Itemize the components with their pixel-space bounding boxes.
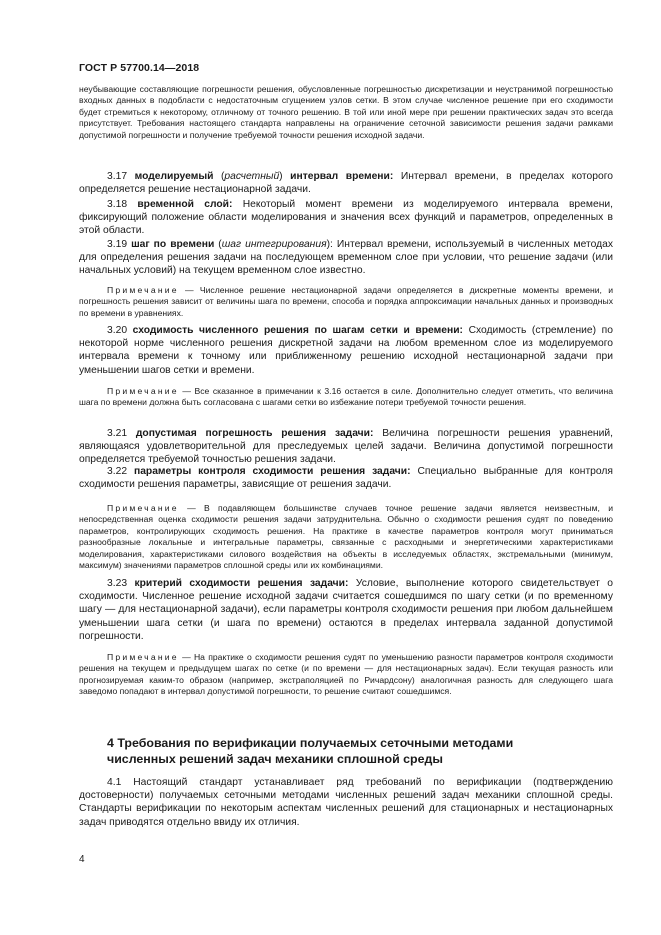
section-title-line: численных решений задач механики сплошной среды [107, 752, 443, 766]
term-number: 3.20 [107, 325, 128, 336]
note-text: На практике о сходимости решения судят по уменьшению разности параметров контроля сходимости решения на текущем и предыдущем шагах по сетке (и по времени — для нестационарных задач). Если текущая разность или прогнозируемая каким-то образом (например, экстраполяцией по Ричардсону) аналогичная разность для следующего шага заведомо попадают в интервал допустимой погрешности, то решение считают сошедшимся. [79, 652, 614, 697]
term-3-17: 3.17 моделируемый (расчетный) интервал времени: Интервал времени, в пределах которого определяется решение нестационарной задачи. [79, 171, 613, 196]
note-3-19: Примечание — Численное решение нестационарной задачи определяется в дискретные моменты времени, и погрешность решения зависит от величины шага по времени, способа и порядка аппроксимации начальных данных и производных по времени в уравнениях. [79, 285, 613, 318]
term-name: шаг по времени [131, 239, 215, 250]
term-synonym: шаг интегрирования [221, 239, 327, 250]
intro-paragraph: неубывающие составляющие погрешности решения, обусловленные погрешностью дискретизации и неустранимой погрешностью входных данных в подобласти с недостаточным сгущением узлов сетки. В этом случае численное решение при его сходимости будет стремиться к некоторому, отличному от точного решению. В той или иной мере при решении практических задач это всегда присутствует. Требования настоящего стандарта направлены на ограничение сеточной зависимости решения задачи рамками допустимой погрешности и получение требуемой точности решения исходной задачи. [79, 84, 613, 140]
note-text: Численное решение нестационарной задачи определяется в дискретные моменты времени, и погрешность решения зависит от величины шага по времени, способа и порядка аппроксимации начальных данных и производных по времени в уравнениях. [79, 285, 613, 318]
note-text: В подавляющем большинстве случаев точное решение задачи является неизвестным, и непосредственная оценка сходимости решения задачи затруднительна. Обычно о сходимости решения судят по поведению параметров, контролирующих сходимость решения. На практике в качестве параметров контроля могут приниматься разнообразные локальные и интегральные параметры, связанные с расходными и энергетическими характеристиками моделирования, характеристиками силового воздействия на объекты в исследуемых областях, экстремальными (минимум, максимум) значениями параметров сплошной среды или их комбинациями. [79, 503, 614, 571]
section-4-heading [79, 735, 613, 767]
note-label: Примечание [107, 652, 179, 662]
term-name: критерий сходимости решения задачи: [134, 578, 349, 589]
term-3-23 [79, 577, 613, 643]
term-name: параметры контроля сходимости решения задачи: [133, 466, 411, 477]
paragraph-text: 4.1 Настоящий стандарт устанавливает ряд требований по верификации (подтверждению достоверности) получаемых сеточными методами численных решений задач механики сплошной среды. Стандарты верификации по некоторым аспектам численных решений для стационарных и нестационарных задач приводятся отдельно ввиду их отличия. [79, 777, 613, 828]
term-number: 3.19 [107, 239, 128, 250]
note-3-22: Примечание — В подавляющем большинстве случаев точное решение задачи является неизвестным, и непосредственная оценка сходимости решения задачи затруднительна. Обычно о сходимости решения судят по поведению параметров, контролирующих сходимость решения. На практике в качестве параметров контроля могут приниматься разнообразные локальные и интегральные параметры, связанные с расходными и энергетическими характеристиками моделирования, характеристиками силового воздействия на объекты в исследуемых областях, экстремальными (минимум, максимум) значениями параметров сплошной среды или их комбинациями. [79, 503, 614, 571]
term-3-22 [79, 467, 613, 491]
note-label: Примечание [107, 285, 179, 295]
term-name: моделируемый [134, 171, 214, 182]
document-header: ГОСТ Р 57700.14—2018 [79, 62, 200, 74]
term-number: 3.18 [107, 199, 128, 210]
term-definition: Условие, выполнение которого свидетельствует о сходимости. Численное решение исходной задачи считается сошедшимся по шагу сетки (и по временному шагу — для нестационарной задачи), если параметры контроля сходимости решения при любом дальнейшем уменьшении шага сетки (и шага по времени) остаются в пределах интервала заданной допустимой погрешности. [79, 578, 613, 642]
term-3-18 [79, 198, 613, 238]
term-number: 3.17 [107, 171, 128, 182]
note-label: Примечание [107, 386, 179, 396]
term-definition: Специально выбранные для контроля сходимости решения параметры, зависящие от решения задачи. [79, 466, 613, 491]
term-name: временной слой: [137, 199, 233, 210]
note-label: Примечание [107, 503, 179, 513]
term-3-21 [79, 427, 613, 467]
term-number: 3.23 [107, 578, 128, 589]
term-synonym: расчетный [224, 171, 280, 182]
note-3-23: Примечание — На практике о сходимости решения судят по уменьшению разности параметров контроля сходимости решения на текущем и предыдущем шагах по сетке (и по времени — для нестационарных задач). Если текущая разность или прогнозируемая каким-то образом (например, экстраполяцией по Ричардсону) аналогичная разность для следующего шага заведомо попадают в интервал допустимой погрешности, то решение считают сошедшимся. [79, 652, 614, 697]
term-3-20 [79, 324, 613, 377]
term-definition: Величина погрешности решения уравнений, являющаяся удовлетворительной для преследуемых целей задачи. Величина допустимой погрешности определяется требуемой точностью решения задачи. [79, 428, 613, 466]
term-definition: Некоторый момент времени из моделируемого интервала времени, фиксирующий положение области моделирования и значения всех функций и параметров, определенных в этой области. [79, 199, 613, 237]
term-number: 3.21 [107, 428, 128, 439]
term-definition: Сходимость (стремление) по некоторой норме численного решения дискретной задачи на любом временном слое из моделируемого интервала времени к точному или приближенному решению исходной нестационарной задачи при уменьшении шагов сетки и времени. [79, 325, 613, 376]
term-3-19: 3.19 шаг по времени (шаг интегрирования): Интервал времени, используемый в численных методах для определения решения задачи на последующем временном слое при условии, что решение задачи (или начальных условий) на текущем временном слое известно. [79, 239, 613, 277]
term-name: сходимость численного решения по шагам сетки и времени: [132, 325, 463, 336]
paragraph-4-1 [79, 776, 613, 829]
note-text: Все сказанное в примечании к 3.16 остается в силе. Дополнительно следует отметить, что величина шага по времени должна быть согласована с шагами сетки во избежание потери требуемой точности решения. [79, 386, 614, 408]
term-number: 3.22 [107, 466, 128, 477]
term-name: допустимая погрешность решения задачи: [135, 428, 374, 439]
section-title-line: 4 Требования по верификации получаемых сеточными методами [107, 736, 514, 750]
page-number: 4 [79, 854, 85, 865]
term-name: интервал времени: [290, 171, 394, 182]
term-definition: Интервал времени, используемый в численных методах для определения решения задачи на последующем временном слое при условии, что решение задачи (или начальных условий) на текущем временном слое известно. [79, 239, 613, 277]
term-definition: Интервал времени, в пределах которого определяется решение нестационарной задачи. [79, 171, 613, 196]
note-3-20: Примечание — Все сказанное в примечании к 3.16 остается в силе. Дополнительно следует отметить, что величина шага по времени должна быть согласована с шагами сетки во избежание потери требуемой точности решения. [79, 386, 614, 408]
